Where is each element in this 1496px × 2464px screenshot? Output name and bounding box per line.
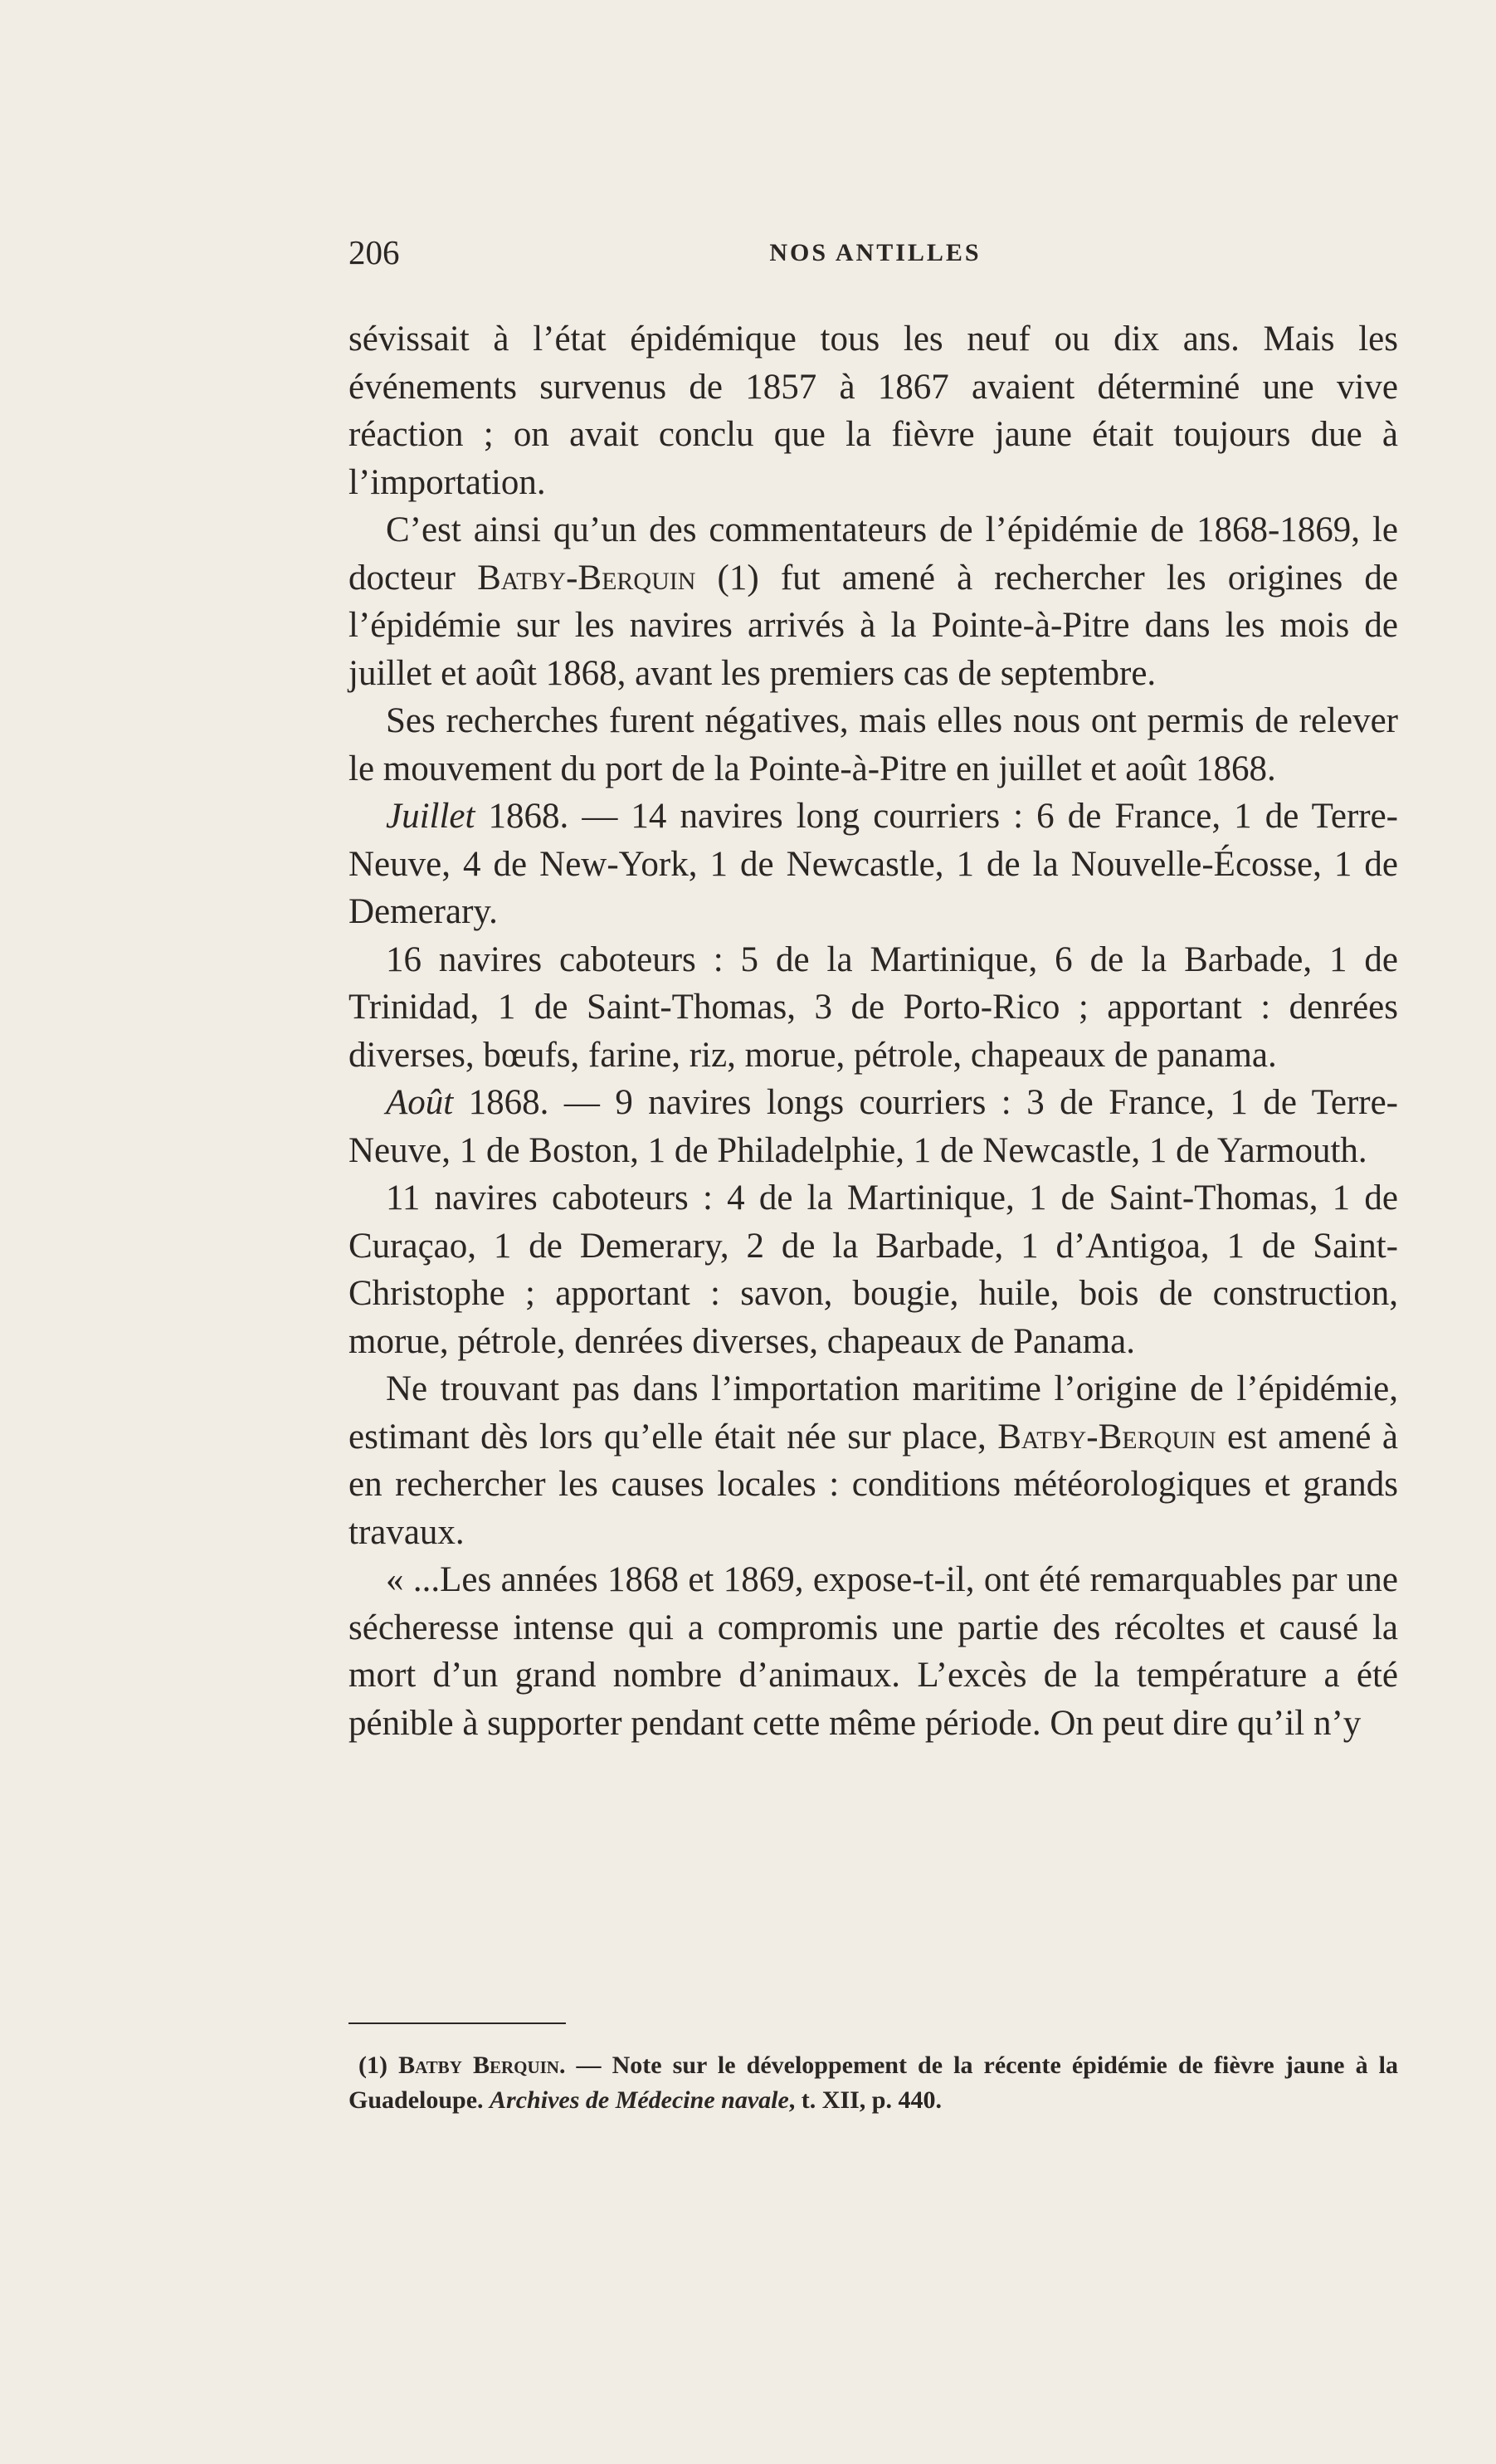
paragraph-7: 11 navires caboteurs : 4 de la Martinique, 1 de Saint-Thomas, 1 de Curaçao, 1 de Demerary, 2 de la Barbade, 1 d’Antigoa, 1 de Saint-Christophe ; apportant : savon, bougie, huile, bois de construction, morue, pétrole, denrées diverses, chapeaux de Panama. xyxy=(348,1178,1398,1361)
paragraph-2-text-a: C’est ainsi qu’un des commentateurs de l’épidémie de 1868-1869, le docteur xyxy=(348,510,1398,598)
footnote-text-b: , t. XII, p. 440. xyxy=(788,2086,942,2114)
paragraph-6 xyxy=(348,1079,1398,1174)
paragraph-3: Ses recherches furent négatives, mais elles nous ont permis de relever le mouvement du port de la Pointe-à-Pitre en juillet et août 1868. xyxy=(348,701,1398,788)
paragraph-5: 16 navires caboteurs : 5 de la Martinique, 6 de la Barbade, 1 de Trinidad, 1 de Saint-Thomas, 3 de Porto-Rico ; apportant : denrées diverses, bœufs, farine, riz, morue, pétrole, chapeaux de panama. xyxy=(348,939,1398,1075)
paragraph-8 xyxy=(348,1365,1398,1556)
running-title: NOS ANTILLES xyxy=(769,239,982,266)
footnote-journal: Archives de Médecine navale xyxy=(490,2086,789,2114)
month-label-august: Août xyxy=(386,1083,454,1122)
page-number: 206 xyxy=(348,233,400,271)
paragraph-2-text-b: (1) fut amené à rechercher les origines de l’épidémie sur les navires arrivés à la Pointe-à-Pitre dans les mois de juillet et août 1868, avant les premiers cas de septembre. xyxy=(348,558,1398,693)
footnote-text-a: . — Note sur le développement de la récente épidémie de fièvre jaune à la Guadeloupe. xyxy=(348,2052,1398,2114)
author-name: Batby-Berquin xyxy=(997,1417,1216,1456)
paragraph-9: « ...Les années 1868 et 1869, expose-t-il, ont été remarquables par une sécheresse intense qui a compromis une partie des récoltes et causé la mort d’un grand nombre d’animaux. L’excès de la température a été pénible à supporter pendant cette même période. On peut dire qu’il n’y xyxy=(348,1560,1398,1743)
paragraph-8-text-a: Ne trouvant pas dans l’importation maritime l’origine de l’épidémie, estimant dès lors qu’elle était née sur place, xyxy=(348,1369,1398,1456)
footnote-author: Batby Berquin xyxy=(398,2052,559,2079)
month-label-july: Juillet xyxy=(386,797,475,836)
paragraph-4 xyxy=(348,793,1398,936)
footnote-divider xyxy=(348,2022,566,2024)
paragraph-1: sévissait à l’état épidémique tous les neuf ou dix ans. Mais les événements survenus de 1857 à 1867 avaient déterminé une vive réaction ; on avait conclu que la fièvre jaune était toujours due à l’importation. xyxy=(348,320,1398,502)
footnote-marker: (1) xyxy=(358,2052,399,2079)
paragraph-6-text: 1868. — 9 navires longs courriers : 3 de France, 1 de Terre-Neuve, 1 de Boston, 1 de Philadelphie, 1 de Newcastle, 1 de Yarmouth. xyxy=(348,1083,1398,1170)
page-header xyxy=(348,232,1402,282)
paragraph-4-text: 1868. — 14 navires long courriers : 6 de France, 1 de Terre-Neuve, 4 de New-York, 1 de Newcastle, 1 de la Nouvelle-Écosse, 1 de Demerary. xyxy=(348,797,1398,931)
paragraph-2 xyxy=(348,506,1398,697)
paragraph-8-text-b: est amené à en rechercher les causes locales : conditions météorologiques et grands travaux. xyxy=(348,1417,1398,1552)
footnote xyxy=(348,2048,1398,2118)
author-name: Batby-Berquin xyxy=(477,558,696,598)
body-text xyxy=(348,315,1398,1747)
